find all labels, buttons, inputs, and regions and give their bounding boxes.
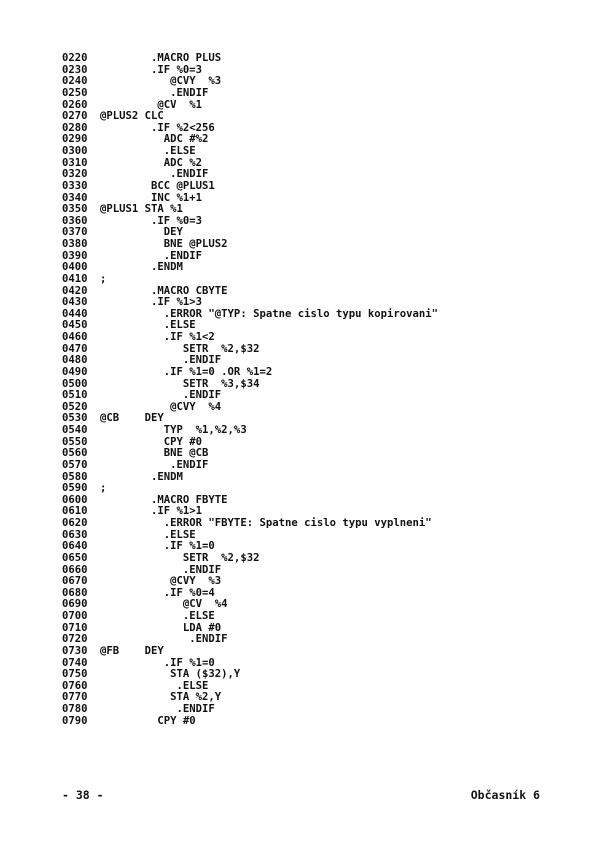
line-code: .ENDIF [100,86,209,99]
line-number: 0490 [62,365,88,378]
line-code: BCC @PLUS1 [100,179,215,192]
line-code: .ENDIF [100,563,222,576]
line-number: 0580 [62,470,88,483]
line-code: ADC #%2 [100,133,209,146]
line-number: 0260 [62,98,88,111]
line-number: 0780 [62,703,88,715]
line-code: .ENDM [100,261,183,274]
line-number: 0400 [62,261,88,274]
line-code: ; [100,482,107,495]
line-code: .IF %1=0 .OR %1=2 [100,365,273,378]
line-code: @FB DEY [100,644,164,657]
line-number: 0770 [62,691,88,704]
line-number: 0220 [62,52,88,64]
line-code: ; [100,272,107,285]
line-code: .ENDIF [100,168,209,181]
line-number: 0720 [62,633,88,646]
line-number: 0330 [62,179,88,192]
line-number: 0380 [62,238,88,250]
line-number: 0280 [62,121,88,134]
line-number: 0590 [62,482,88,495]
line-code: .IF %1>3 [100,296,203,309]
line-code: .ENDIF [100,249,203,262]
line-code: SETR %2,$32 [100,342,260,355]
line-number: 0660 [62,563,88,576]
line-number: 0290 [62,133,88,146]
line-number: 0730 [62,644,88,657]
line-number: 0760 [62,679,88,692]
line-code: .ENDIF [100,703,215,715]
line-code: .ENDIF [100,458,209,471]
line-code: .IF %2<256 [100,121,215,134]
line-number: 0700 [62,610,88,622]
line-number: 0630 [62,528,88,541]
line-code: CPY #0 [100,714,196,727]
line-number: 0240 [62,75,88,88]
line-number: 0470 [62,342,88,355]
line-code: @CV %4 [100,598,228,611]
line-number: 0690 [62,598,88,611]
line-code: TYP %1,%2,%3 [100,424,247,436]
line-code: .IF %1>1 [100,505,203,518]
line-code: .IF %1=0 [100,540,215,553]
line-code: .IF %0=3 [100,63,203,76]
line-code: DEY [100,226,183,239]
line-code: @CB DEY [100,412,164,425]
line-number: 0420 [62,284,88,297]
line-number: 0680 [62,586,88,599]
line-number: 0390 [62,249,88,262]
line-number: 0640 [62,540,88,553]
line-code: BNE @PLUS2 [100,238,228,250]
line-number: 0530 [62,412,88,425]
line-code: INC %1+1 [100,191,203,204]
line-number: 0550 [62,435,88,448]
line-code: .IF %0=3 [100,214,203,227]
line-code: ADC %2 [100,156,203,169]
line-code: .ENDIF [100,389,222,402]
code-listing [62,53,438,727]
line-number: 0670 [62,575,88,588]
line-code: .IF %1=0 [100,656,215,669]
code-line [62,716,438,728]
line-code: .ERROR "@TYP: Spatne cislo typu kopirovani" [100,307,439,320]
line-code: .ENDIF [100,354,222,367]
line-code: LDA #0 [100,621,222,634]
line-number: 0450 [62,319,88,332]
code-line [62,262,438,274]
line-number: 0230 [62,63,88,76]
line-code: .MACRO FBYTE [100,493,228,506]
line-number: 0560 [62,447,88,460]
line-number: 0430 [62,296,88,309]
line-code: @CV %1 [100,98,203,111]
code-line [62,472,438,484]
line-number: 0410 [62,272,88,285]
line-code: .ELSE [100,610,215,622]
line-code: .ELSE [100,528,196,541]
line-code: SETR %2,$32 [100,551,260,564]
line-number: 0340 [62,191,88,204]
line-number: 0300 [62,145,88,157]
line-number: 0250 [62,86,88,99]
line-number: 0610 [62,505,88,518]
line-number: 0790 [62,714,88,727]
line-number: 0600 [62,493,88,506]
line-number: 0570 [62,458,88,471]
line-code: @PLUS1 STA %1 [100,203,183,216]
line-code: .IF %1<2 [100,331,215,343]
line-code: .ENDM [100,470,183,483]
line-number: 0710 [62,621,88,634]
line-code: .ELSE [100,145,196,157]
line-number: 0370 [62,226,88,239]
line-code: .ELSE [100,319,196,332]
line-code: STA ($32),Y [100,668,241,681]
line-code: @CVY %4 [100,400,222,413]
line-code: CPY #0 [100,435,203,448]
line-number: 0320 [62,168,88,181]
line-number: 0740 [62,656,88,669]
line-number: 0270 [62,110,88,123]
line-code: .IF %0=4 [100,586,215,599]
line-number: 0540 [62,424,88,436]
line-code: BNE @CB [100,447,209,460]
line-code: @CVY %3 [100,575,222,588]
line-code: .ERROR "FBYTE: Spatne cislo typu vyplneni" [100,517,432,529]
line-code: .ELSE [100,679,209,692]
line-number: 0520 [62,400,88,413]
page-number: - 38 - [62,788,104,802]
line-number: 0460 [62,331,88,343]
line-code: .ENDIF [100,633,228,646]
line-code: STA %2,Y [100,691,222,704]
line-number: 0510 [62,389,88,402]
line-number: 0440 [62,307,88,320]
line-number: 0650 [62,551,88,564]
line-code: SETR %3,$34 [100,377,260,390]
line-number: 0500 [62,377,88,390]
line-code: .MACRO PLUS [100,52,222,64]
line-number: 0360 [62,214,88,227]
line-number: 0310 [62,156,88,169]
line-number: 0620 [62,517,88,529]
line-number: 0350 [62,203,88,216]
magazine-name: Občasník 6 [470,788,540,802]
line-number: 0480 [62,354,88,367]
page-footer [62,788,540,804]
line-number: 0750 [62,668,88,681]
line-code: .MACRO CBYTE [100,284,228,297]
line-code: @PLUS2 CLC [100,110,164,123]
line-code: @CVY %3 [100,75,222,88]
